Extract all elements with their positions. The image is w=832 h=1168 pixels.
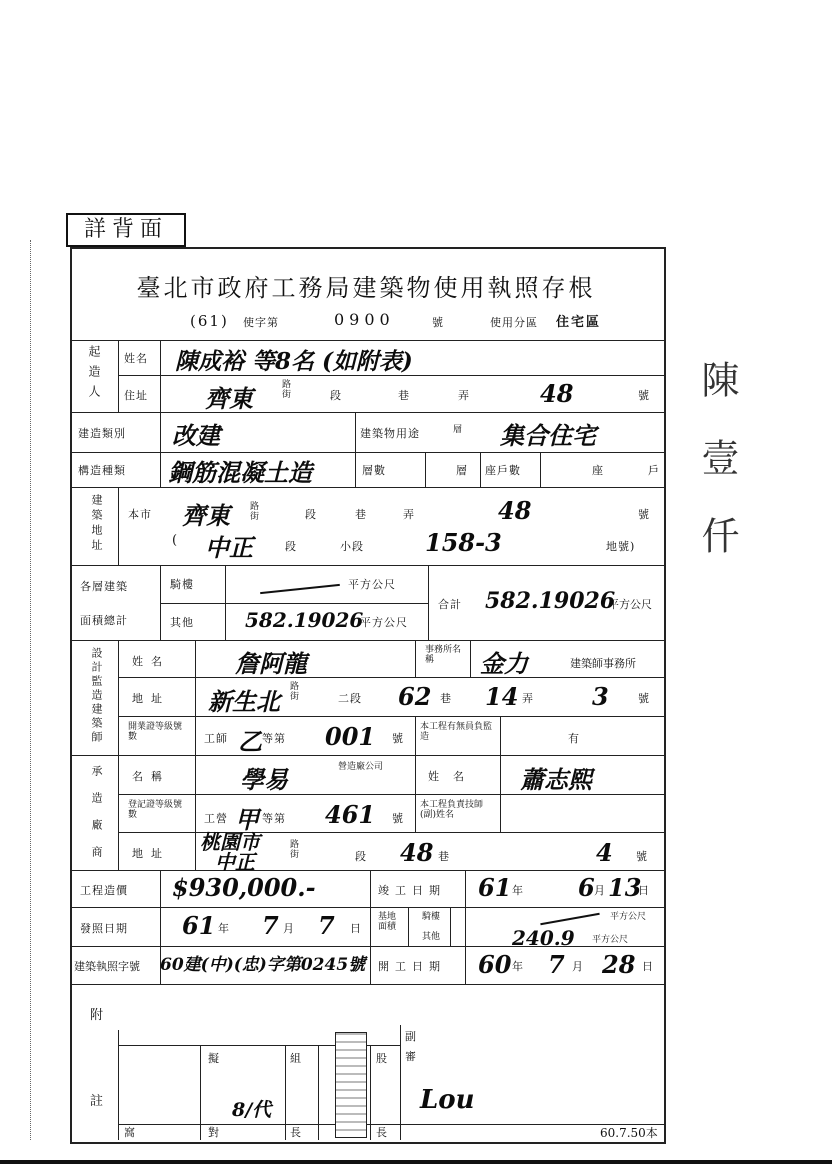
contractor-tech-label: 本工程負責技師(副)姓名 <box>420 800 484 820</box>
page-title: 臺北市政府工務局建築物使用執照存根 <box>136 274 596 302</box>
start-label: 開工日期 <box>378 960 446 973</box>
completion-day-unit: 日 <box>638 884 650 897</box>
designer-office: 金力 <box>480 649 528 678</box>
designer-name-label: 姓名 <box>132 655 170 668</box>
permit-suffix: 號 <box>432 316 444 329</box>
completion-label: 竣工日期 <box>378 884 446 897</box>
issue-month: 7 <box>262 911 279 940</box>
designer-alley-number: 14 <box>485 682 519 711</box>
notes-cell-2: 組 <box>290 1052 302 1065</box>
contractor-number-unit: 號 <box>636 850 648 863</box>
permit-prefix: 使字第 <box>243 316 279 329</box>
area-other-label: 其他 <box>170 616 194 629</box>
cost-value: $930,000.- <box>172 873 316 902</box>
notes-cell-4: 副 <box>405 1030 417 1043</box>
applicant-number-unit: 號 <box>638 389 650 402</box>
notes-cell-8: 長 <box>376 1126 388 1139</box>
scan-edge-left <box>30 240 35 1140</box>
contractor-road-unit: 路街 <box>290 840 300 860</box>
designer-alley: 弄 <box>522 692 534 705</box>
start-day: 28 <box>602 950 636 979</box>
site-number: 48 <box>498 496 532 525</box>
completion-month: 6 <box>578 873 595 902</box>
start-month-unit: 月 <box>572 960 584 973</box>
designer-cert-label: 開業證等級號數 <box>128 722 183 742</box>
contractor-number: 4 <box>596 838 613 867</box>
contractor-rep: 蕭志熙 <box>520 765 592 794</box>
area-label-1: 各層建築 <box>80 580 128 593</box>
contractor-rep-label: 姓名 <box>428 770 478 783</box>
issue-day-unit: 日 <box>350 922 362 935</box>
site-district: 中正 <box>205 533 253 562</box>
issue-label: 發照日期 <box>80 922 128 935</box>
notes-cell-1: 擬 <box>208 1052 220 1065</box>
start-day-unit: 日 <box>642 960 654 973</box>
contractor-lane-number: 48 <box>400 838 434 867</box>
applicant-group-label: 起造人 <box>87 345 101 405</box>
contractor-section: 段 <box>355 850 367 863</box>
notes-label-1: 附 <box>90 1008 106 1023</box>
completion-year-unit: 年 <box>512 884 524 897</box>
area-total-unit: 平方公尺 <box>608 598 652 611</box>
contractor-grade-unit: 等第 <box>262 812 286 825</box>
build-use-suffix: 層 <box>453 425 463 435</box>
units-seat: 座 <box>592 464 604 477</box>
applicant-section: 段 <box>330 389 342 402</box>
area-total-value: 582.19026 <box>485 588 616 614</box>
issue-month-unit: 月 <box>283 922 295 935</box>
site-alley: 弄 <box>403 508 415 521</box>
designer-lane-number: 62 <box>398 682 432 711</box>
applicant-road-unit: 路街 <box>282 380 292 400</box>
base-area-label: 基地面積 <box>378 912 397 932</box>
notes-cell-5: 窩 <box>124 1126 136 1139</box>
contractor-reg-label: 登記證等級號數 <box>128 800 183 820</box>
base-other-value: 240.9 <box>512 926 575 950</box>
site-paren: ( <box>172 533 180 548</box>
build-type-label: 建造類別 <box>78 427 126 440</box>
contractor-grade: 甲 <box>235 805 259 834</box>
permit-year: (61) <box>190 312 229 330</box>
build-type-value: 改建 <box>172 421 220 450</box>
site-road: 齊東 <box>182 501 230 530</box>
build-use-value: 集合住宅 <box>500 421 596 450</box>
contractor-address-label: 地址 <box>132 847 170 860</box>
designer-address-label: 地址 <box>132 692 170 705</box>
issue-year-unit: 年 <box>218 922 230 935</box>
contractor-road: 中正 <box>215 850 255 874</box>
base-arcade-label: 騎樓 <box>422 912 441 922</box>
notes-signature-2: Lou <box>420 1085 475 1115</box>
scan-edge-bottom <box>0 1160 832 1164</box>
designer-number-unit: 號 <box>638 692 650 705</box>
contractor-lane: 巷 <box>438 850 450 863</box>
contractor-name-suffix: 營造廠公司 <box>338 762 384 772</box>
site-road-unit: 路街 <box>250 502 260 522</box>
structure-label: 構造種類 <box>78 464 126 477</box>
completion-month-unit: 月 <box>594 884 606 897</box>
notes-signature-1: 8/代 <box>232 1099 272 1121</box>
designer-grade: 乙 <box>238 727 262 756</box>
area-other-unit: 平方公尺 <box>360 616 408 629</box>
contractor-reg-unit: 號 <box>392 812 404 825</box>
site-lane: 巷 <box>355 508 367 521</box>
site-district-section: 段 <box>285 540 297 553</box>
cost-label: 工程造價 <box>80 884 128 897</box>
applicant-number: 48 <box>540 379 574 408</box>
start-year-unit: 年 <box>512 960 524 973</box>
site-number-unit: 號 <box>638 508 650 521</box>
supervise-value: 有 <box>568 732 580 745</box>
area-arcade-label: 騎樓 <box>170 578 194 591</box>
build-use-label: 建築物用途 <box>360 427 420 440</box>
supervise-label: 本工程有無員負監造 <box>420 722 493 742</box>
permit-number: 0900 <box>334 310 395 329</box>
applicant-alley: 弄 <box>458 389 470 402</box>
designer-group-label: 設計監造建築師 <box>90 647 103 745</box>
margin-annotation: 陳壹仟 <box>695 360 739 594</box>
contractor-reg-prefix: 工營 <box>204 812 228 825</box>
area-arcade-unit: 平方公尺 <box>348 578 396 591</box>
area-other-value: 582.19026 <box>245 608 364 632</box>
site-subsection: 小段 <box>340 540 364 553</box>
notes-cell-6: 對 <box>208 1126 220 1139</box>
notes-cell-3: 股 <box>376 1052 388 1065</box>
base-arcade-unit: 平方公尺 <box>610 912 647 922</box>
issue-day: 7 <box>318 911 335 940</box>
contractor-group-label: 承造廠商 <box>90 765 103 873</box>
designer-road: 新生北 <box>208 687 280 716</box>
floors-label: 層數 <box>362 464 386 477</box>
detail-back-tag: 詳背面 <box>66 213 186 247</box>
area-total-label: 合計 <box>438 598 462 611</box>
designer-road-unit: 路街 <box>290 682 300 702</box>
notes-cell-7: 長 <box>290 1126 302 1139</box>
base-other-label: 其他 <box>422 932 441 942</box>
designer-lane: 巷 <box>440 692 452 705</box>
floors-unit: 層 <box>456 464 468 477</box>
designer-office-suffix: 建築師事務所 <box>570 657 636 670</box>
issue-year: 61 <box>182 911 216 940</box>
notes-label-2: 註 <box>90 1094 106 1109</box>
site-lot-unit: 地號) <box>606 540 636 553</box>
zone-value: 住宅區 <box>556 315 602 330</box>
start-month: 7 <box>548 950 565 979</box>
site-section: 段 <box>305 508 317 521</box>
site-lot: 158-3 <box>425 528 502 557</box>
contractor-city: 桃園市 <box>200 830 260 854</box>
zone-label: 使用分區 <box>490 316 538 329</box>
applicant-name-label: 姓名 <box>124 352 148 365</box>
start-year: 60 <box>478 950 512 979</box>
license-value: 60建(中)(忠)字第0245號 <box>160 955 366 975</box>
footer-print-code: 60.7.50本 <box>600 1126 658 1140</box>
area-label-2: 面積總計 <box>80 614 128 627</box>
structure-value: 鋼筋混凝土造 <box>168 458 312 487</box>
applicant-name: 陳成裕 等8名 (如附表) <box>175 348 413 375</box>
applicant-road: 齊東 <box>205 384 253 413</box>
designer-cert-prefix: 工師 <box>204 732 228 745</box>
license-label: 建築執照字號 <box>74 960 140 973</box>
designer-cert-unit: 號 <box>392 732 404 745</box>
designer-name: 詹阿龍 <box>235 649 307 678</box>
units-label: 座戶數 <box>485 464 521 477</box>
contractor-name: 學易 <box>240 765 288 794</box>
applicant-lane: 巷 <box>398 389 410 402</box>
notes-cell-9: 審 <box>405 1050 417 1063</box>
contractor-reg-number: 461 <box>325 800 376 829</box>
designer-grade-unit: 等第 <box>262 732 286 745</box>
approval-stamp <box>335 1032 367 1138</box>
base-other-unit: 平方公尺 <box>592 935 629 945</box>
contractor-name-label: 名稱 <box>132 770 170 783</box>
units-household: 戶 <box>648 464 660 477</box>
designer-number: 3 <box>592 682 609 711</box>
designer-cert-number: 001 <box>325 722 376 751</box>
site-group-label: 建築地址 <box>90 494 103 554</box>
completion-day: 13 <box>608 873 642 902</box>
completion-year: 61 <box>478 873 512 902</box>
site-city: 本市 <box>128 508 152 521</box>
designer-section: 二段 <box>338 692 362 705</box>
designer-office-label: 事務所名稱 <box>425 645 462 665</box>
applicant-address-label: 住址 <box>124 389 148 402</box>
